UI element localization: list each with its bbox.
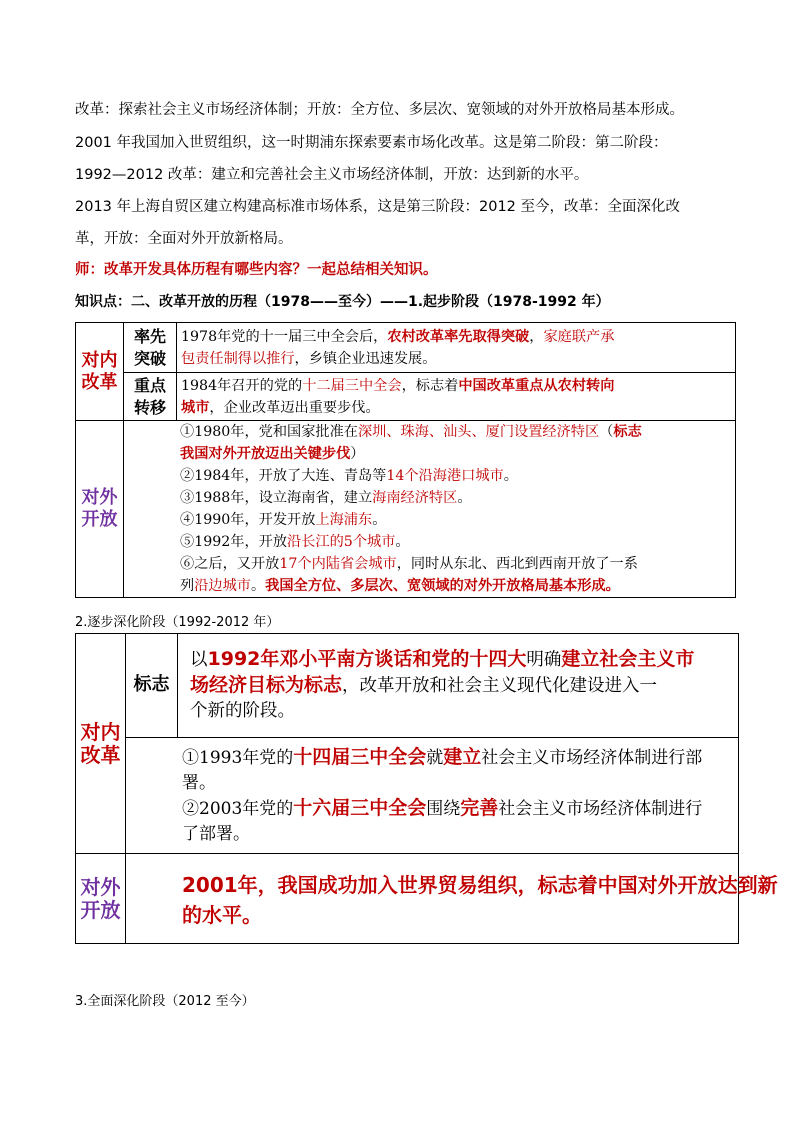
intro-line-3: 1992—2012 改革：建立和完善社会主义市场经济体制，开放：达到新的水平。 — [75, 167, 589, 183]
intro-line-1: 改革：探索社会主义市场经济体制；开放：全方位、多层次、宽领域的对外开放格局基本形成。 — [75, 102, 684, 118]
teacher-question: 师：改革开发具体历程有哪些内容？一起总结相关知识。 — [75, 262, 438, 278]
stage1-table — [75, 322, 736, 598]
stage2-heading: 2.逐步深化阶段（1992-2012 年） — [75, 615, 280, 630]
knowledge-point-heading: 知识点：二、改革开放的历程（1978——至今）——1.起步阶段（1978-1992 年） — [75, 294, 610, 310]
reform-decisions-cell: ①1993年党的十四届三中全会就建立社会主义市场经济体制进行部 署。 ②2003年党的十六届三中全会围绕完善社会主义市场经济体制进行 了部署。 — [126, 738, 739, 854]
intro-line-5: 革，开放：全面对外开放新格局。 — [75, 231, 293, 247]
category-opening-up: 对外 开放 — [76, 421, 124, 598]
subcategory-focus-shift: 重点 转移 — [124, 373, 177, 421]
focus-shift-cell: 1984年召开的党的十二届三中全会，标志着中国改革重点从农村转向 城市，企业改革迈出重要步伐。 — [177, 373, 736, 421]
stage2-table — [75, 633, 778, 944]
intro-line-4: 2013 年上海自贸区建立构建高标准市场体系，这是第三阶段：2012 至今，改革：全面深化改 — [75, 199, 681, 215]
stage3-heading: 3.全面深化阶段（2012 至今） — [75, 994, 255, 1009]
category-domestic-reform: 对内 改革 — [76, 323, 124, 421]
subcategory-marker: 标志 — [126, 634, 178, 738]
intro-line-2: 2001 年我国加入世贸组织，这一时期浦东探索要素市场化改革。这是第二阶段：第二阶段： — [75, 135, 668, 151]
wto-cell: 2001年，我国成功加入世界贸易组织，标志着中国对外开放达到新 的水平。 — [126, 854, 739, 944]
category-domestic-reform-2: 对内 改革 — [76, 634, 126, 854]
category-opening-up-2: 对外 开放 — [76, 854, 126, 944]
opening-up-list: ①1980年，党和国家批准在深圳、珠海、汕头、厦门设置经济特区（标志 我国对外开放迈出关键步伐） ②1984年，开放了大连、青岛等14个沿海港口城市。 ③1988年，设立海南省，建立海南经济特区。 ④1990年，开发开放上海浦东。 ⑤1992年，开放沿长江的5个城市。 ⑥之后，又开放17个内陆省会城市，同时从东北、西北到西南开放了一系 列沿边城市。我国全方位、多层次、宽领域的对外开放格局基本形成。 — [124, 421, 736, 598]
rural-reform-cell: 1978年党的十一届三中全会后，农村改革率先取得突破，家庭联产承 包责任制得以推行，乡镇企业迅速发展。 — [177, 323, 736, 373]
marker-cell: 以1992年邓小平南方谈话和党的十四大明确建立社会主义市 场经济目标为标志，改革开放和社会主义现代化建设进入一 个新的阶段。 — [178, 634, 739, 738]
subcategory-breakthrough: 率先 突破 — [124, 323, 177, 373]
